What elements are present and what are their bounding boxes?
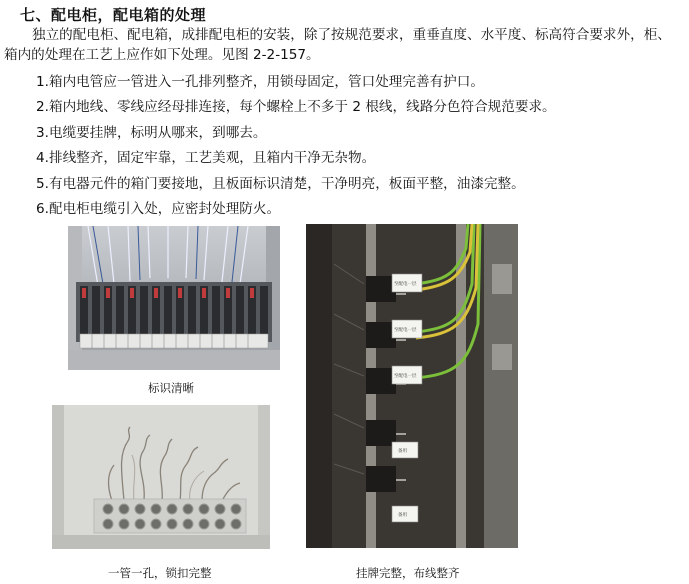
list-item: 3.电缆要挂牌，标明从哪来，到哪去。: [36, 124, 267, 141]
photo-caption: 一管一孔，锁扣完整: [108, 566, 212, 580]
photo-tagged-cables: [306, 224, 518, 548]
requirements-list: [36, 70, 556, 222]
list-item: 4.排线整齐，固定牢靠，工艺美观，且箱内干净无杂物。: [36, 150, 376, 167]
section-title: 七、配电柜，配电箱的处理: [20, 6, 207, 24]
photo-caption: 挂牌完整，布线整齐: [356, 566, 460, 580]
photo-conduit-entries: [52, 405, 270, 549]
list-item: 5.有电器元件的箱门要接地，且板面标识清楚，干净明亮，板面平整，油漆完整。: [36, 175, 525, 192]
cable-tag: 备用: [398, 449, 407, 454]
cable-tag: 至配电一层: [394, 374, 417, 379]
photo-terminal-labels: [68, 226, 280, 370]
photo-caption: 标识清晰: [148, 381, 194, 395]
cable-tag: 至配电一层: [394, 282, 417, 287]
cable-tag: 备用: [398, 513, 407, 518]
cable-tag: 至配电一层: [394, 328, 417, 333]
list-item: 6.配电柜电缆引入处，应密封处理防火。: [36, 201, 281, 218]
list-item: 2.箱内地线、零线应经母排连接，每个螺栓上不多于 2 根线，线路分色符合规范要求。: [36, 99, 556, 116]
intro-paragraph: 独立的配电柜、配电箱，成排配电柜的安装，除了按规范要求，重垂直度、水平度、标高符合要求外，柜、箱内的处理在工艺上应作如下处理。见图 2-2-157。: [4, 27, 671, 63]
list-item: 1.箱内电管应一管进入一孔排列整齐，用锁母固定，管口处理完善有护口。: [36, 74, 484, 90]
